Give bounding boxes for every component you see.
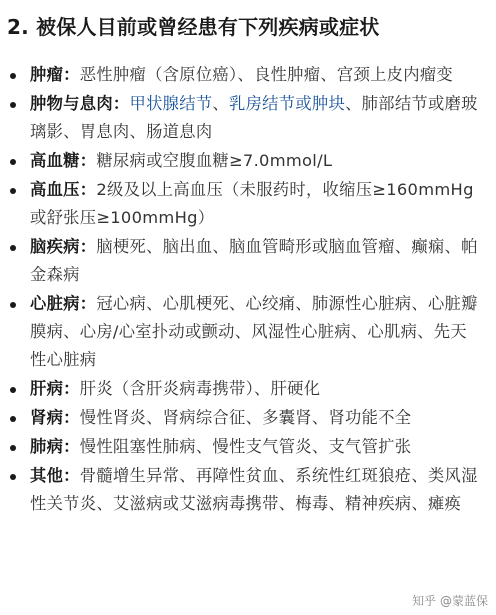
condition-link[interactable]: 甲状腺结节 [129,94,213,113]
section-title: 2. 被保人目前或曾经患有下列疾病或症状 [7,15,380,39]
condition-link[interactable]: 乳房结节或肿块 [229,94,346,113]
bullet-icon [10,474,16,480]
item-label: 肿物与息肉： [30,94,130,113]
item-label: 肾病： [30,408,80,427]
list-item [0,404,496,432]
item-label: 肺病： [30,437,80,456]
item-text: 恶性肿瘤（含原位癌）、良性肿瘤、宫颈上皮内瘤变 [79,65,453,84]
item-label: 其他： [30,466,80,485]
item-text: 骨髓增生异常、再障性贫血、系统性红斑狼疮、类风湿性关节炎、艾滋病或艾滋病毒携带、梅毒、精神疾病、瘫痪 [30,466,478,513]
bullet-icon [10,159,16,165]
item-label: 心脏病： [30,294,97,313]
bullet-icon [10,445,16,451]
item-label: 高血糖： [30,151,97,170]
bullet-icon [10,102,16,108]
item-text: 慢性肾炎、肾病综合征、多囊肾、肾功能不全 [79,408,412,427]
item-text: 、肺部结节或磨玻璃影、胃息肉、肠道息肉 [30,94,478,141]
item-label: 肝病： [30,379,80,398]
condition-list [0,61,496,519]
item-label: 脑疾病： [30,237,97,256]
item-text: 糖尿病或空腹血糖≥7.0mmol/L [96,151,333,170]
list-item [0,61,496,89]
item-text: 肝炎（含肝炎病毒携带）、肝硬化 [79,379,321,398]
list-item [0,90,496,146]
list-item [0,290,496,374]
item-text: 脑梗死、脑出血、脑血管畸形或脑血管瘤、癫痫、帕金森病 [30,237,478,284]
bullet-icon [10,73,16,79]
bullet-icon [10,188,16,194]
item-label: 高血压： [30,180,97,199]
item-label: 肿瘤： [30,65,80,84]
list-item [0,233,496,289]
item-text: 慢性阻塞性肺病、慢性支气管炎、支气管扩张 [79,437,412,456]
list-item [0,147,496,175]
watermark: 知乎 @蒙蓝保 [412,594,488,608]
list-item [0,176,496,232]
bullet-icon [10,416,16,422]
item-text: 、 [212,94,230,113]
list-item [0,462,496,518]
bullet-icon [10,245,16,251]
list-item [0,433,496,461]
list-item [0,375,496,403]
item-text: 2级及以上高血压（未服药时，收缩压≥160mmHg或舒张压≥100mmHg） [30,180,474,227]
bullet-icon [10,387,16,393]
item-text: 冠心病、心肌梗死、心绞痛、肺源性心脏病、心脏瓣膜病、心房/心室扑动或颤动、风湿性心脏病、心肌病、先天性心脏病 [30,294,478,369]
bullet-icon [10,302,16,308]
